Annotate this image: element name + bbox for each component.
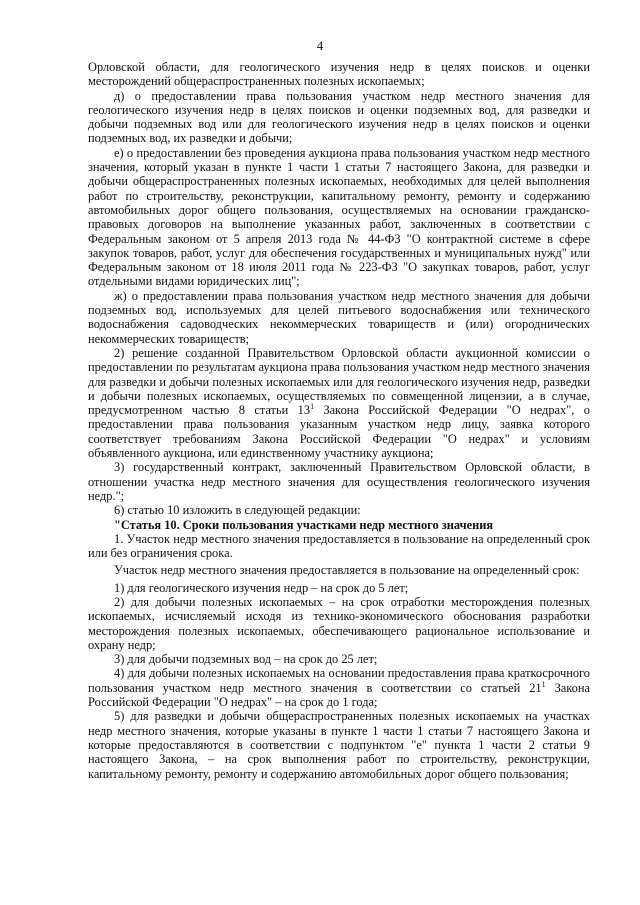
paragraph-item-d: д) о предоставлении права пользования участком недр местного значения для геологического изучения недр в целях поисков и оценки подземных вод, для разведки и добычи подземных вод или для геологического изучения недр в целях поисков и оценки подземных вод, их разведки и добычи; <box>88 88 590 146</box>
list-item-5: 5) для разведки и добычи общераспространенных полезных ископаемых на участках недр местного значения, которые указаны в пункте 1 части 1 статьи 7 настоящего Закона и которые предоставляются в соответствии с подпунктом "е" пункта 1 части 2 статьи 9 настоящего Закона, – на срок выполнения работ по строительству, реконструкции, капитальному ремонту, ремонту и содержанию автомобильных дорог общего пользования; <box>88 709 590 781</box>
page-number: 4 <box>316 38 324 53</box>
article-heading: "Статья 10. Сроки пользования участками недр местного значения <box>114 517 494 532</box>
paragraph: Участок недр местного значения предоставляется в пользование на определенный срок: <box>114 563 580 578</box>
list-item-2: 2) для добычи полезных ископаемых – на срок отработки месторождения полезных ископаемых, исчисляемый исходя из технико-экономического обоснования разработки месторождения полезных ископаемых, обеспечивающего рациональное использование и охрану недр; <box>88 594 590 652</box>
text-segment: 2) решение созданной Правительством Орловской области аукционной комиссии о предоставлении по результатам аукциона права пользования участком недр местного значения для разведки и добычи полезных ископаемых или для геологического изучения недр, разведки и добычи полезных ископаемых, осуществляемых по совмещенной лицензии, а в случае, предусмотренном частью 8 статьи 13 <box>88 345 590 418</box>
paragraph-item-6: 6) статью 10 изложить в следующей редакции: <box>114 503 361 518</box>
paragraph: Орловской области, для геологического изучения недр в целях поисков и оценки месторождений общераспространенных полезных ископаемых; <box>88 60 590 89</box>
paragraph-item-3: 3) государственный контракт, заключенный Правительством Орловской области, в отношении участка недр местного значения для осуществления геологического изучения недр."; <box>88 460 590 503</box>
paragraph-item-2 <box>88 346 590 460</box>
document-body <box>88 60 590 781</box>
list-item-1: 1) для геологического изучения недр – на срок до 5 лет; <box>114 580 409 595</box>
superscript: 1 <box>310 402 315 411</box>
paragraph-item-e: е) о предоставлении без проведения аукциона права пользования участком недр местного значения, который указан в пункте 1 части 1 статьи 7 настоящего Закона, для разведки и добычи общераспространенных полезных ископаемых, необходимых для целей выполнения работ по строительству, реконструкции, капитальному ремонту, ремонту и содержанию автомобильных дорог общего пользования, осуществляемых на основании гражданско-правовых договоров на выполнение указанных работ, заключенных в соответствии с Федеральным законом от 5 апреля 2013 года № 44-ФЗ "О контрактной системе в сфере закупок товаров, работ, услуг для обеспечения государственных и муниципальных нужд" или Федеральным законом от 18 июля 2011 года № 223-ФЗ "О закупках товаров, работ, услуг отдельными видами юридических лиц"; <box>88 145 590 289</box>
list-item-4 <box>88 666 590 709</box>
text-segment: Закона Российской Федерации "О недрах", о предоставлении права пользования указанным участком недр лицу, заявка которого соответствует требованиям Закона Российской Федерации "О недрах" и условиям объявленного аукциона, или единственному участнику аукциона; <box>88 403 591 461</box>
superscript: 1 <box>541 679 546 689</box>
list-item-3: 3) для добычи подземных вод – на срок до 25 лет; <box>114 652 378 667</box>
text-segment: 4) для добычи полезных ископаемых на основании предоставления права краткосрочного пользования участком недр местного значения в соответствии со статьей 21 <box>88 666 590 695</box>
text-segment: Закона Российской Федерации "О недрах" – на срок до 1 года; <box>88 680 590 710</box>
paragraph-clause-1: 1. Участок недр местного значения предоставляется в пользование на определенный срок или без ограничения срока. <box>88 531 590 561</box>
paragraph-item-zh: ж) о предоставлении права пользования участком недр местного значения для добычи подземных вод, используемых для целей питьевого водоснабжения или технического водоснабжения садоводческих некоммерческих товариществ и (или) огороднических некоммерческих товариществ; <box>88 288 590 346</box>
